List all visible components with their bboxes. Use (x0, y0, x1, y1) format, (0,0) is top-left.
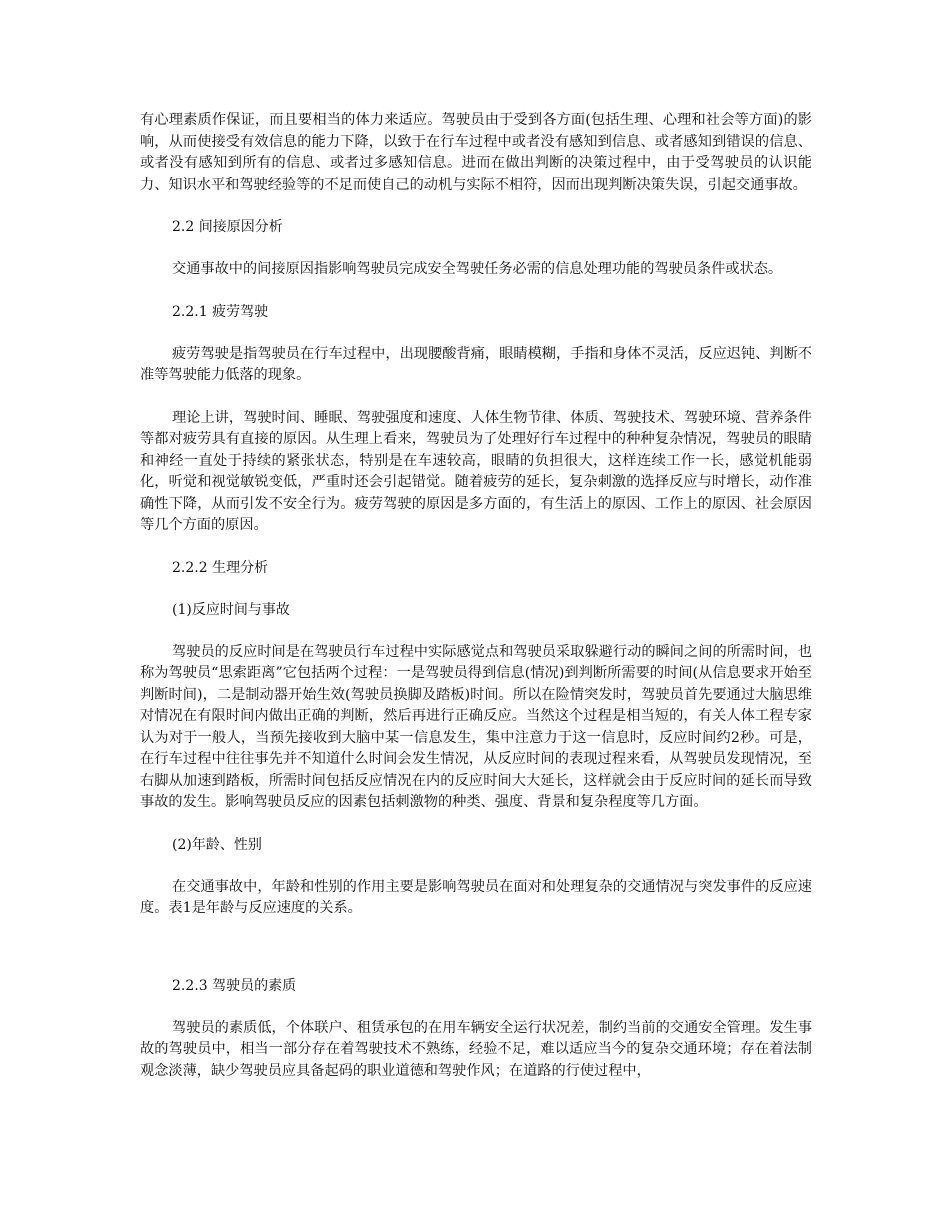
subheading-age-gender: (2)年龄、性别 (172, 836, 262, 853)
section-heading-2-2: 2.2 间接原因分析 (172, 219, 283, 235)
paragraph-2-2-1-definition: 疲劳驾驶是指驾驶员在行车过程中，出现腰酸背痛，眼睛模糊，手指和身体不灵活，反应迟钝、判断不准等驾驶能力低落的现象。 (140, 345, 812, 383)
section-heading-2-2-1: 2.2.1 疲劳驾驶 (172, 303, 269, 320)
paragraph-age-gender: 在交通事故中，年龄和性别的作用主要是影响驾驶员在面对和处理复杂的交通情况与突发事件的反应速度。表1是年龄与反应速度的关系。 (140, 878, 812, 916)
document-page (140, 110, 812, 1082)
section-heading-2-2-3: 2.2.3 驾驶员的素质 (172, 977, 297, 994)
section-heading-2-2-2: 2.2.2 生理分析 (172, 559, 269, 576)
subheading-reaction-time: (1)反应时间与事故 (172, 601, 290, 618)
paragraph-2-2: 交通事故中的间接原因指影响驾驶员完成安全驾驶任务必需的信息处理功能的驾驶员条件或状态。 (172, 261, 783, 277)
paragraph-2-2-1-causes: 理论上讲，驾驶时间、睡眠、驾驶强度和速度、人体生物节律、体质、驾驶技术、驾驶环境、营养条件等都对疲劳具有直接的原因。从生理上看来，驾驶员为了处理好行车过程中的种种复杂情况，驾驶员的眼睛和神经一直处于持续的紧张状态，特别是在车速较高，眼睛的负担很大，这样连续工作一长，感觉机能弱化，听觉和视觉敏锐变低，严重时还会引起错觉。随着疲劳的延长，复杂刺激的选择反应与时增长，动作准确性下降，从而引发不安全行为。疲劳驾驶的原因是多方面的，有生活上的原因、工作上的原因、社会原因等几个方面的原因。 (140, 409, 812, 533)
paragraph-reaction-time: 驾驶员的反应时间是在驾驶员行车过程中实际感觉点和驾驶员采取躲避行动的瞬间之间的所需时间，也称为驾驶员“思索距离”它包括两个过程：一是驾驶员得到信息(情况)到判断所需要的时间(从信息要求开始至判断时间)，二是制动器开始生效(驾驶员换脚及踏板)时间。所以在险情突发时，驾驶员首先要通过大脑思维对情况在有限时间内做出正确的判断，然后再进行正确反应。当然这个过程是相当短的，有关人体工程专家认为对于一般人，当预先接收到大脑中某一信息发生，集中注意力于这一信息时，反应时间约2秒。可是，在行车过程中往往事先并不知道什么时间会发生情况，从反应时间的表现过程来看，从驾驶员发现情况，至右脚从加速到踏板，所需时间包括反应情况在内的反应时间大大延长，这样就会由于反应时间的延长而导致事故的发生。影响驾驶员反应的因素包括刺激物的种类、强度、背景和复杂程度等几方面。 (140, 643, 812, 810)
paragraph-2-2-3: 驾驶员的素质低，个体联户、租赁承包的在用车辆安全运行状况差，制约当前的交通安全管理。发生事故的驾驶员中，相当一部分存在着驾驶技术不熟练，经验不足，难以适应当今的复杂交通环境；存在着法制观念淡薄，缺少驾驶员应具备起码的职业道德和驾驶作风；在道路的行使过程中， (140, 1019, 812, 1079)
paragraph-intro: 有心理素质作保证，而且要相当的体力来适应。驾驶员由于受到各方面(包括生理、心理和社会等方面)的影响，从而使接受有效信息的能力下降，以致于在行车过程中或者没有感知到信息、或者感知到错误的信息、或者没有感知到所有的信息、或者过多感知信息。进而在做出判断的决策过程中，由于受驾驶员的认识能力、知识水平和驾驶经验等的不足而使自己的动机与实际不相符，因而出现判断决策失误，引起交通事故。 (140, 112, 812, 193)
